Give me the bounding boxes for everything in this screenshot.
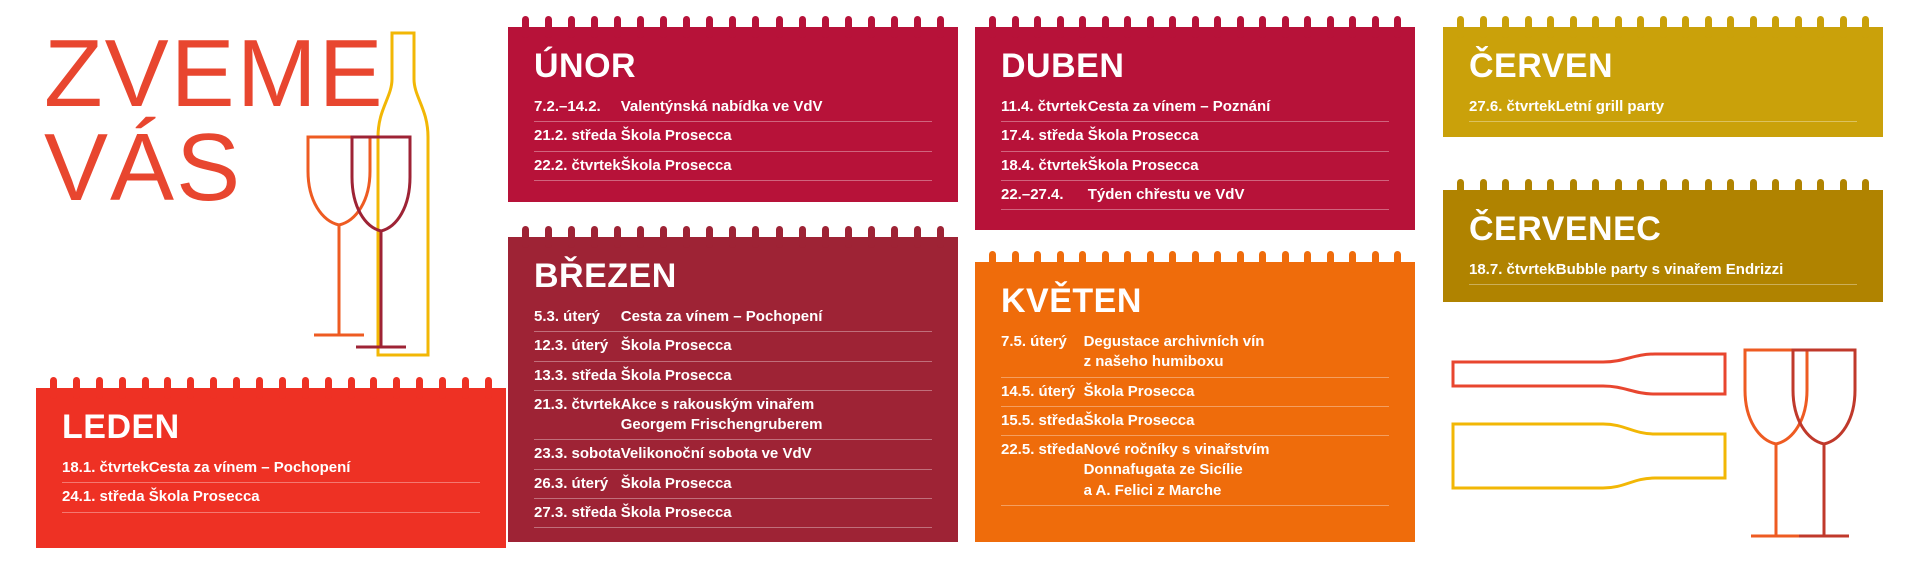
- event-desc-line-3: a A. Felici z Marche: [1083, 481, 1222, 499]
- month-card-cerven: [1443, 27, 1883, 137]
- month-card-unor: [508, 27, 958, 202]
- table-row: [62, 454, 480, 483]
- event-desc: Škola Prosecca: [621, 122, 932, 151]
- event-date: 15.5. středa: [1001, 406, 1084, 435]
- event-table-brezen: [534, 303, 932, 528]
- table-row: [1001, 328, 1389, 377]
- event-desc: [621, 390, 932, 440]
- table-row: [1001, 122, 1389, 151]
- event-desc: Cesta za vínem – Poznání: [1088, 93, 1389, 122]
- month-title-unor: ÚNOR: [534, 47, 637, 85]
- event-desc: Valentýnská nabídka ve VdV: [621, 93, 932, 122]
- event-desc-line-1: Degustace archivních vín: [1083, 333, 1265, 350]
- event-table-kveten: [1001, 328, 1389, 506]
- event-date: 11.4. čtvrtek: [1001, 93, 1088, 122]
- event-date: 27.3. středa: [534, 498, 621, 527]
- table-row: [534, 440, 932, 469]
- table-row: [62, 483, 480, 512]
- month-title-cervenec: ČERVENEC: [1469, 210, 1662, 248]
- event-desc: Škola Prosecca: [621, 151, 932, 180]
- month-card-leden: [36, 388, 506, 548]
- event-desc: Týden chřestu ve VdV: [1088, 180, 1389, 209]
- event-date: 24.1. středa: [62, 483, 149, 512]
- event-desc: Škola Prosecca: [1088, 151, 1389, 180]
- table-row: [1001, 406, 1389, 435]
- event-table-unor: [534, 93, 932, 181]
- headline-line-1: ZVEME: [44, 20, 385, 127]
- event-desc: Škola Prosecca: [1088, 122, 1389, 151]
- event-desc: Škola Prosecca: [621, 332, 932, 361]
- table-row: [534, 498, 932, 527]
- table-row: [534, 332, 932, 361]
- month-card-cervenec: [1443, 190, 1883, 302]
- table-row: [534, 469, 932, 498]
- event-date: 18.4. čtvrtek: [1001, 151, 1088, 180]
- event-desc: [1084, 328, 1389, 377]
- event-desc: Škola Prosecca: [621, 361, 932, 390]
- event-desc: [1084, 436, 1389, 506]
- table-row: [1469, 93, 1857, 122]
- event-date: 21.2. středa: [534, 122, 621, 151]
- headline-line-2: VÁS: [44, 114, 243, 222]
- event-desc: Škola Prosecca: [621, 469, 932, 498]
- event-date: 5.3. úterý: [534, 303, 621, 332]
- event-desc: Bubble party s vinařem Endrizzi: [1556, 256, 1857, 285]
- event-date: 23.3. sobota: [534, 440, 621, 469]
- table-row: [534, 303, 932, 332]
- month-card-brezen: [508, 237, 958, 542]
- event-desc: Cesta za vínem – Pochopení: [621, 303, 932, 332]
- month-title-cerven: ČERVEN: [1469, 47, 1614, 85]
- event-date: 12.3. úterý: [534, 332, 621, 361]
- event-date: 27.6. čtvrtek: [1469, 93, 1556, 122]
- event-date: 26.3. úterý: [534, 469, 621, 498]
- event-date: 18.1. čtvrtek: [62, 454, 149, 483]
- event-date: 17.4. středa: [1001, 122, 1088, 151]
- event-desc: Cesta za vínem – Pochopení: [149, 454, 480, 483]
- event-date: 22.2. čtvrtek: [534, 151, 621, 180]
- table-row: [534, 390, 932, 440]
- event-date: 7.5. úterý: [1001, 328, 1084, 377]
- event-desc: Škola Prosecca: [1084, 377, 1389, 406]
- month-title-leden: LEDEN: [62, 408, 180, 446]
- month-card-duben: [975, 27, 1415, 230]
- event-desc-line-2: z našeho humiboxu: [1083, 353, 1224, 371]
- event-desc: Škola Prosecca: [149, 483, 480, 512]
- event-date: 22.5. středa: [1001, 436, 1084, 506]
- event-table-cerven: [1469, 93, 1857, 122]
- table-row: [534, 122, 932, 151]
- month-title-duben: DUBEN: [1001, 47, 1125, 85]
- event-table-duben: [1001, 93, 1389, 210]
- event-date: 13.3. středa: [534, 361, 621, 390]
- event-table-leden: [62, 454, 480, 513]
- event-desc-line-1: Akce s rakouským vinařem: [620, 395, 815, 413]
- bottles-glasses-illustration: [1445, 340, 1905, 560]
- table-row: [1001, 93, 1389, 122]
- wine-glasses-bottle-illustration: [300, 25, 500, 385]
- event-date: 14.5. úterý: [1001, 377, 1084, 406]
- table-row: [534, 361, 932, 390]
- event-date: 7.2.–14.2.: [534, 93, 621, 122]
- month-card-kveten: [975, 262, 1415, 542]
- event-date: 22.–27.4.: [1001, 180, 1088, 209]
- event-date: 18.7. čtvrtek: [1469, 256, 1556, 285]
- table-row: [1001, 151, 1389, 180]
- event-desc-line-2: Donnafugata ze Sicílie: [1083, 461, 1243, 479]
- month-title-kveten: KVĚTEN: [1001, 282, 1142, 320]
- event-desc: Škola Prosecca: [1084, 406, 1389, 435]
- event-desc-line-2: Georgem Frischengruberem: [620, 416, 823, 433]
- table-row: [1469, 256, 1857, 285]
- event-desc: Letní grill party: [1556, 93, 1857, 122]
- event-desc: Škola Prosecca: [621, 498, 932, 527]
- table-row: [1001, 377, 1389, 406]
- event-desc-line-1: Nové ročníky s vinařstvím: [1083, 441, 1270, 458]
- event-date: 21.3. čtvrtek: [534, 390, 621, 440]
- table-row: [1001, 180, 1389, 209]
- table-row: [534, 151, 932, 180]
- event-table-cervenec: [1469, 256, 1857, 285]
- event-desc: Velikonoční sobota ve VdV: [621, 440, 932, 469]
- table-row: [1001, 436, 1389, 506]
- table-row: [534, 93, 932, 122]
- month-title-brezen: BŘEZEN: [534, 257, 677, 295]
